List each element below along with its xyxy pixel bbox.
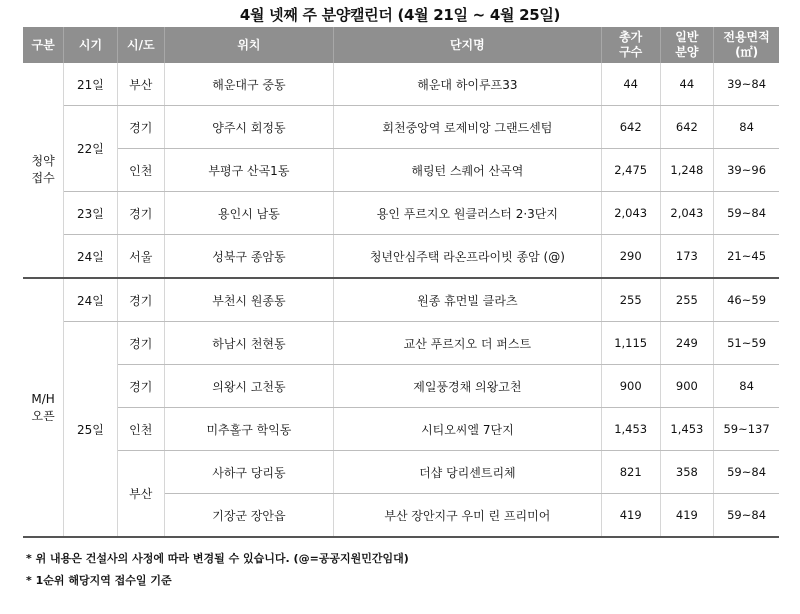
footnote: * 위 내용은 건설사의 사정에 따라 변경될 수 있습니다. (@=공공지원민간임대) (26, 552, 409, 565)
complex-cell: 해운대 하이루프33 (334, 63, 602, 106)
date-cell: 24일 (64, 278, 118, 322)
sido-cell: 경기 (117, 365, 164, 408)
complex-cell: 용인 푸르지오 원클러스터 2·3단지 (334, 192, 602, 235)
date-cell: 24일 (64, 235, 118, 279)
area-cell: 59~84 (714, 451, 779, 494)
general-cell: 642 (660, 106, 714, 149)
sido-cell: 경기 (117, 322, 164, 365)
header-complex: 단지명 (334, 27, 602, 63)
area-cell: 39~96 (714, 149, 779, 192)
sido-cell: 부산 (117, 63, 164, 106)
general-cell: 419 (660, 494, 714, 538)
location-cell: 사하구 당리동 (164, 451, 333, 494)
total-cell: 1,115 (601, 322, 660, 365)
date-cell: 21일 (64, 63, 118, 106)
header-total (601, 27, 660, 63)
table-row (23, 63, 779, 106)
location-cell: 성북구 종암동 (164, 235, 333, 279)
complex-cell: 시티오씨엘 7단지 (334, 408, 602, 451)
total-cell: 821 (601, 451, 660, 494)
group-cheongyak: 청약 접수 (23, 63, 64, 278)
sido-cell: 부산 (117, 451, 164, 538)
table-row (23, 278, 779, 322)
header-area (714, 27, 779, 63)
header-total-line2: 구수 (619, 45, 643, 59)
location-cell: 해운대구 중동 (164, 63, 333, 106)
total-cell: 2,475 (601, 149, 660, 192)
date-cell: 22일 (64, 106, 118, 192)
sido-cell: 경기 (117, 278, 164, 322)
group-mh: M/H 오픈 (23, 278, 64, 537)
area-cell: 59~84 (714, 494, 779, 538)
total-cell: 2,043 (601, 192, 660, 235)
area-cell: 59~84 (714, 192, 779, 235)
header-area-line2: (㎡) (735, 45, 759, 59)
table-row (23, 408, 779, 451)
area-cell: 84 (714, 365, 779, 408)
general-cell: 173 (660, 235, 714, 279)
total-cell: 44 (601, 63, 660, 106)
header-total-line1: 총가 (619, 30, 643, 44)
general-cell: 249 (660, 322, 714, 365)
area-cell: 84 (714, 106, 779, 149)
complex-cell: 제일풍경채 의왕고천 (334, 365, 602, 408)
general-cell: 1,248 (660, 149, 714, 192)
header-sigi: 시기 (64, 27, 118, 63)
location-cell: 하남시 천현동 (164, 322, 333, 365)
location-cell: 양주시 회정동 (164, 106, 333, 149)
complex-cell: 청년안심주택 라온프라이빗 종암 (@) (334, 235, 602, 279)
table-row (23, 365, 779, 408)
table-row (23, 235, 779, 279)
total-cell: 1,453 (601, 408, 660, 451)
header-area-line1: 전용면적 (723, 30, 770, 44)
table-row (23, 149, 779, 192)
total-cell: 255 (601, 278, 660, 322)
general-cell: 900 (660, 365, 714, 408)
total-cell: 900 (601, 365, 660, 408)
header-row (23, 27, 779, 63)
header-general-line2: 분양 (675, 45, 699, 59)
location-cell: 기장군 장안읍 (164, 494, 333, 538)
sido-cell: 인천 (117, 149, 164, 192)
total-cell: 290 (601, 235, 660, 279)
table-row (23, 322, 779, 365)
complex-cell: 회천중앙역 로제비앙 그랜드센텀 (334, 106, 602, 149)
location-cell: 용인시 남동 (164, 192, 333, 235)
area-cell: 39~84 (714, 63, 779, 106)
footnotes (26, 548, 409, 592)
complex-cell: 부산 장안지구 우미 린 프리미어 (334, 494, 602, 538)
general-cell: 255 (660, 278, 714, 322)
location-cell: 미추홀구 학익동 (164, 408, 333, 451)
general-cell: 358 (660, 451, 714, 494)
total-cell: 419 (601, 494, 660, 538)
sido-cell: 경기 (117, 192, 164, 235)
date-cell: 23일 (64, 192, 118, 235)
complex-cell: 해링턴 스퀘어 산곡역 (334, 149, 602, 192)
header-general (660, 27, 714, 63)
location-cell: 의왕시 고천동 (164, 365, 333, 408)
page-title: 4월 넷째 주 분양캘린더 (4월 21일 ~ 4월 25일) (239, 6, 561, 24)
date-cell: 25일 (64, 322, 118, 538)
table-row (23, 451, 779, 494)
table-row (23, 192, 779, 235)
calendar-table (23, 27, 779, 538)
total-cell: 642 (601, 106, 660, 149)
area-cell: 46~59 (714, 278, 779, 322)
complex-cell: 원종 휴먼빌 클라츠 (334, 278, 602, 322)
sido-cell: 인천 (117, 408, 164, 451)
sido-cell: 경기 (117, 106, 164, 149)
header-sido: 시/도 (117, 27, 164, 63)
complex-cell: 더샵 당리센트리체 (334, 451, 602, 494)
complex-cell: 교산 푸르지오 더 퍼스트 (334, 322, 602, 365)
header-gubun: 구분 (23, 27, 64, 63)
area-cell: 21~45 (714, 235, 779, 279)
area-cell: 51~59 (714, 322, 779, 365)
footnote: * 1순위 해당지역 접수일 기준 (26, 574, 172, 587)
header-location: 위치 (164, 27, 333, 63)
location-cell: 부평구 산곡1동 (164, 149, 333, 192)
header-general-line1: 일반 (675, 30, 699, 44)
sido-cell: 서울 (117, 235, 164, 279)
general-cell: 1,453 (660, 408, 714, 451)
area-cell: 59~137 (714, 408, 779, 451)
location-cell: 부천시 원종동 (164, 278, 333, 322)
table-row (23, 106, 779, 149)
general-cell: 2,043 (660, 192, 714, 235)
general-cell: 44 (660, 63, 714, 106)
